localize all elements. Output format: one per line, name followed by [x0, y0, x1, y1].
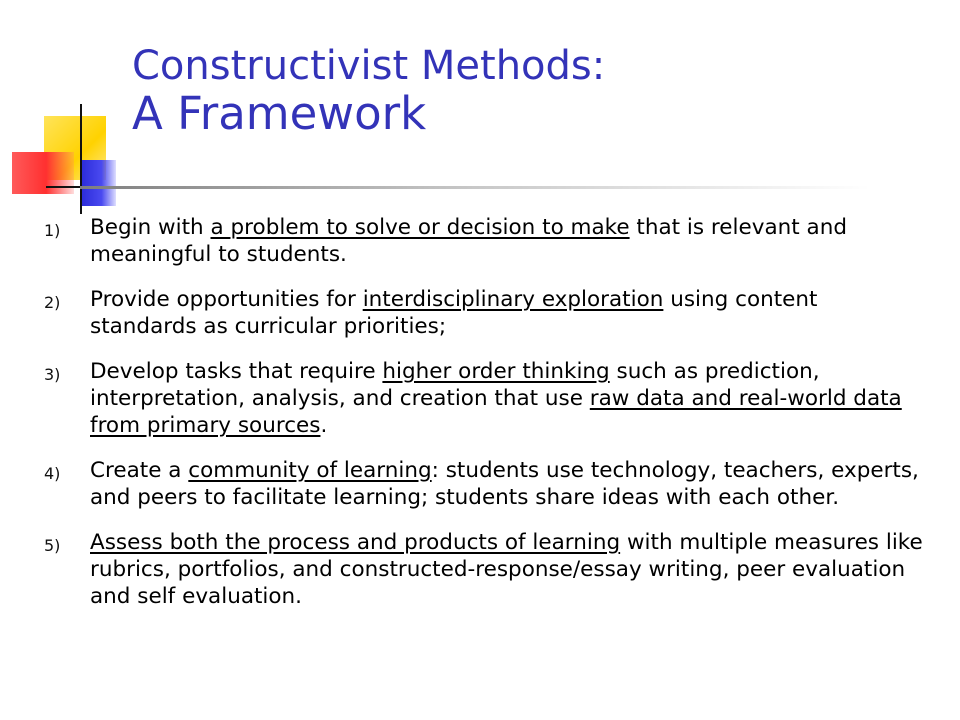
item-key-phrase: interdisciplinary exploration [362, 287, 664, 312]
list-item [44, 214, 924, 268]
item-key-phrase: raw data and real-world data from primary sources [90, 386, 902, 438]
slide-title-line-1: Constructivist Methods: [132, 43, 606, 89]
item-text: Create a [90, 458, 189, 483]
item-key-phrase: higher order thinking [382, 359, 610, 384]
item-text: Develop tasks that require [90, 359, 383, 384]
item-key-phrase: Assess both the process and products of learning [90, 530, 621, 555]
item-text: : students use technology, teachers, experts, and peers to facilitate learning; students share ideas with each other. [90, 458, 919, 510]
item-key-phrase: a problem to solve or decision to make [210, 215, 630, 240]
list-item [44, 529, 924, 610]
item-key-phrase: community of learning [188, 458, 432, 483]
item-text: such as prediction, interpretation, analysis, and creation that use [90, 359, 820, 411]
item-text: using content standards as curricular priorities; [90, 287, 818, 339]
item-number: 5) [44, 536, 61, 555]
item-number: 4) [44, 464, 61, 483]
blue-square-decoration [80, 160, 116, 206]
item-text: Provide opportunities for [90, 287, 363, 312]
item-text: that is relevant and meaningful to students. [90, 215, 847, 267]
framework-list [44, 214, 924, 628]
title-underline-rule [80, 186, 870, 189]
slide-title [132, 44, 605, 139]
vertical-line-decoration [80, 104, 82, 214]
list-item [44, 457, 924, 511]
slide-title-line-2: A Framework [132, 86, 427, 140]
item-text: Begin with [90, 215, 211, 240]
item-number: 1) [44, 221, 61, 240]
item-text: . [320, 413, 328, 438]
list-item [44, 286, 924, 340]
list-item [44, 358, 924, 439]
item-text: with multiple measures like rubrics, portfolios, and constructed-response/essay writing, peer evaluation and self evaluation. [90, 530, 923, 609]
item-number: 2) [44, 293, 61, 312]
item-number: 3) [44, 365, 61, 384]
